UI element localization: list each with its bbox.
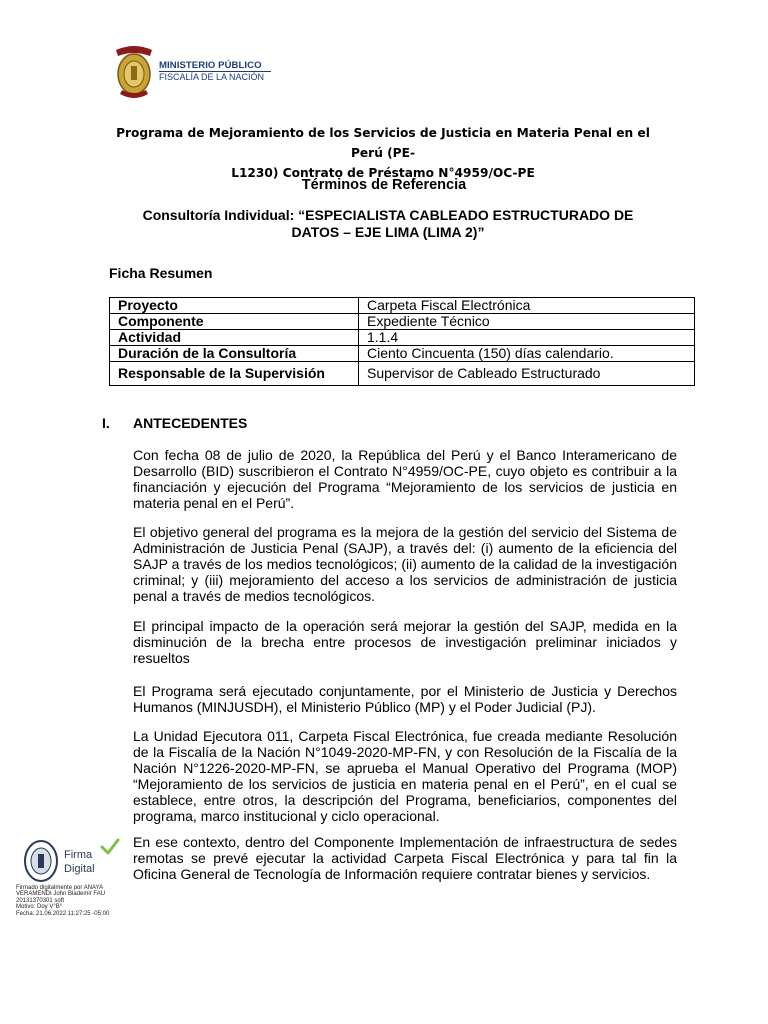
table-value: 1.1.4 bbox=[359, 330, 695, 346]
terms-of-reference-title: Términos de Referencia bbox=[301, 177, 467, 193]
logo-subtitle: FISCALÍA DE LA NACIÓN bbox=[159, 72, 265, 82]
table-row bbox=[110, 314, 695, 330]
table-row bbox=[110, 298, 695, 314]
consultancy-title bbox=[130, 207, 646, 241]
paragraph: El objetivo general del programa es la mejora de la gestión del servicio del Sistema de Administración de Justicia Penal (SAJP), a través del: (i) aumento de la eficiencia del SAJP a través de los medios tecnológicos; (ii) aumento de la calidad de la investigación criminal; y (iii) mejoramiento del acceso a los servicios de administración de justicia penal a través de medios tecnológicos. bbox=[133, 524, 677, 604]
table-row bbox=[110, 330, 695, 346]
summary-table bbox=[109, 297, 695, 386]
signature-line: Motivo: Doy V°B° bbox=[16, 904, 63, 911]
program-title bbox=[100, 123, 666, 183]
paragraph: El principal impacto de la operación será mejorar la gestión del SAJP, medida en la disminución de la brecha entre procesos de investigación preliminar iniciados y resueltos bbox=[133, 618, 677, 666]
coat-of-arms-icon bbox=[112, 44, 156, 104]
table-label: Duración de la Consultoría bbox=[110, 346, 359, 362]
logo-title: MINISTERIO PÚBLICO bbox=[159, 60, 262, 71]
consultancy-title-line-1: Consultoría Individual: “ESPECIALISTA CABLEADO ESTRUCTURADO DE bbox=[142, 207, 634, 223]
table-label: Responsable de la Supervisión bbox=[110, 362, 359, 386]
section-number: I. bbox=[102, 415, 110, 431]
paragraph: El Programa será ejecutado conjuntamente, por el Ministerio de Justicia y Derechos Humanos (MINJUSDH), el Ministerio Público (MP) y el Poder Judicial (PJ). bbox=[133, 683, 677, 715]
checkmark-icon bbox=[100, 838, 120, 856]
table-label: Componente bbox=[110, 314, 359, 330]
signature-line: Fecha: 21.06.2022 11:27:25 -05:00 bbox=[16, 910, 110, 917]
table-value: Ciento Cincuenta (150) días calendario. bbox=[359, 346, 695, 362]
signature-line: 20131370301 soft bbox=[16, 897, 65, 904]
paragraph: En ese contexto, dentro del Componente Implementación de infraestructura de sedes remotas se prevé ejecutar la actividad Carpeta Fiscal Electrónica y para tal fin la Oficina General de Tecnología de Información requiere contratar bienes y servicios. bbox=[133, 834, 677, 882]
signature-line: VERAMENDI John Blademir FAU bbox=[16, 891, 106, 898]
signature-digital-label: Digital bbox=[64, 863, 95, 875]
signature-details bbox=[16, 885, 109, 917]
section-title: ANTECEDENTES bbox=[133, 415, 248, 431]
table-value: Expediente Técnico bbox=[359, 314, 695, 330]
ministerio-publico-logo bbox=[112, 44, 274, 104]
paragraph: Con fecha 08 de julio de 2020, la República del Perú y el Banco Interamericano de Desarrollo (BID) suscribieron el Contrato N°4959/OC-PE, cuyo objeto es contribuir a la financiación y ejecución del Programa “Mejoramiento de los servicios de justicia en materia penal en el Perú”. bbox=[133, 447, 677, 511]
table-value: Supervisor de Cableado Estructurado bbox=[359, 362, 695, 386]
summary-sheet-heading: Ficha Resumen bbox=[109, 265, 213, 281]
program-title-line-2: L1230) Contrato de Préstamo N°4959/OC-PE bbox=[231, 166, 535, 180]
table-value: Carpeta Fiscal Electrónica bbox=[359, 298, 695, 314]
paragraph: La Unidad Ejecutora 011, Carpeta Fiscal Electrónica, fue creada mediante Resolución de la Fiscalía de la Nación N°1049-2020-MP-FN, y con Resolución de la Fiscalía de la Nación N°1226-2020-MP-FN, se aprueba el Manual Operativo del Programa (MOP) “Mejoramiento de los servicios de justicia en materia penal en el Perú”, en el cual se establece, entre otros, la descripción del Programa, beneficiarios, componentes del programa, marco institucional y ciclo operacional. bbox=[133, 728, 677, 824]
program-title-line-1: Programa de Mejoramiento de los Servicios de Justicia en Materia Penal en el Perú (PE- bbox=[116, 126, 650, 160]
seal-icon bbox=[22, 838, 60, 884]
table-label: Proyecto bbox=[110, 298, 359, 314]
table-row bbox=[110, 346, 695, 362]
table-label: Actividad bbox=[110, 330, 359, 346]
signature-firma-label: Firma bbox=[64, 849, 93, 861]
consultancy-title-line-2: DATOS – EJE LIMA (LIMA 2)” bbox=[291, 224, 485, 240]
table-row bbox=[110, 362, 695, 386]
signature-line: Firmado digitalmente por ANAYA bbox=[16, 885, 104, 891]
digital-signature-badge bbox=[22, 838, 124, 884]
